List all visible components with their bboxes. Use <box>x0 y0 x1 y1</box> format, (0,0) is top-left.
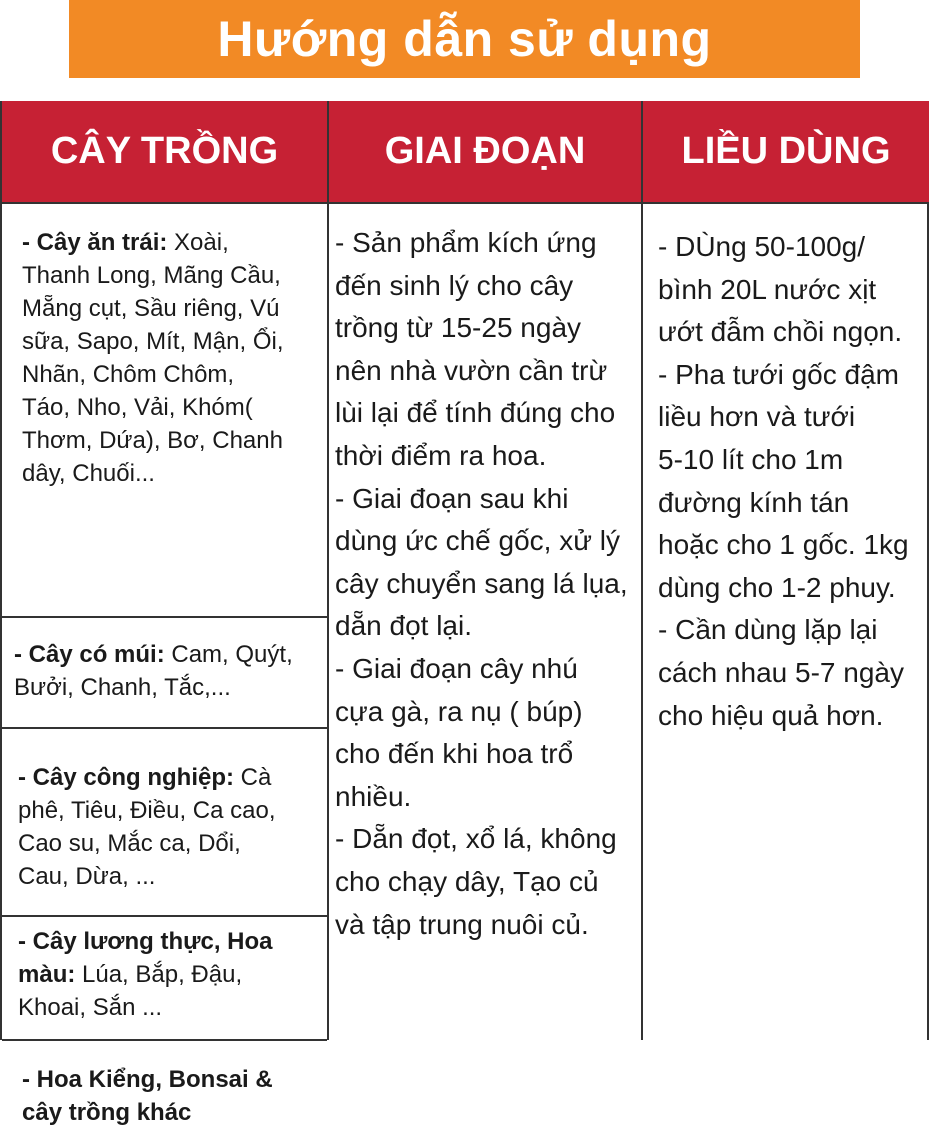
crop-category: màu: <box>18 961 76 988</box>
stage-text: - Dẵn đọt, xổ lá, không <box>335 823 617 855</box>
crop-text: Nhãn, Chôm Chôm, <box>22 361 235 388</box>
stage-text: và tập trung nuôi củ. <box>335 908 589 940</box>
column-divider <box>327 101 329 1040</box>
crop-cell-industrial <box>2 729 327 917</box>
crop-cell-fruit <box>2 204 327 618</box>
crop-text: Cao su, Mắc ca, Dổi, <box>18 830 241 857</box>
title-banner <box>69 0 860 78</box>
stage-text: cho chạy dây, Tạo củ <box>335 865 599 897</box>
stage-text: dẵn đọt lại. <box>335 610 472 642</box>
header-crops: CÂY TRỒNG <box>2 101 327 202</box>
crop-category: cây trồng khác <box>22 1099 192 1126</box>
crop-category: - Cây lương thực, Hoa <box>18 928 273 955</box>
crop-text: Thơm, Dứa), Bơ, Chanh <box>22 427 283 454</box>
stage-text: trồng từ 15-25 ngày <box>335 312 582 344</box>
crop-category: - Hoa Kiểng, Bonsai & <box>22 1066 273 1093</box>
crop-text: Khoai, Sắn ... <box>18 994 163 1021</box>
stage-text: lùi lại để tính đúng cho <box>335 397 616 429</box>
dosage-text: đường kính tán <box>658 486 850 518</box>
stage-column <box>335 204 639 946</box>
dosage-text: - DÙng 50-100g/ <box>658 231 866 262</box>
crop-text: Cam, Quýt, <box>164 641 293 668</box>
dosage-text: - Cần dùng lặp lại <box>658 614 878 646</box>
header-stage: GIAI ĐOẠN <box>329 101 641 202</box>
crop-text: Cà <box>234 764 272 791</box>
crop-cell-citrus <box>2 618 327 729</box>
stage-text: thời điểm ra hoa. <box>335 439 547 471</box>
stage-text: nhiều. <box>335 780 412 812</box>
crop-text: Mẵng cụt, Sầu riêng, Vú <box>22 295 280 322</box>
stage-text: - Sản phẩm kích ứng <box>335 227 597 258</box>
dosage-column <box>658 204 926 737</box>
crop-category: - Cây công nghiệp: <box>18 764 234 791</box>
stage-text: nên nhà vườn cần trừ <box>335 354 608 386</box>
crop-category: - Cây ăn trái: <box>22 229 168 256</box>
crop-text: Táo, Nho, Vải, Khóm( <box>22 394 253 421</box>
dosage-text: dùng cho 1-2 phuy. <box>658 571 896 603</box>
crop-text: dây, Chuối... <box>22 460 155 487</box>
stage-text: cựa gà, ra nụ ( búp) <box>335 695 583 727</box>
page-title: Hướng dẫn sử dụng <box>217 11 712 67</box>
usage-table <box>0 101 929 1126</box>
dosage-text: bình 20L nước xịt <box>658 273 877 305</box>
crop-text: Lúa, Bắp, Đậu, <box>75 961 243 988</box>
crop-text: Xoài, <box>167 229 229 256</box>
dosage-text: liều hơn và tưới <box>658 401 856 433</box>
dosage-text: cách nhau 5-7 ngày <box>658 656 904 688</box>
stage-text: - Giai đoạn sau khi <box>335 482 569 514</box>
crop-text: Bưởi, Chanh, Tắc,... <box>14 674 231 701</box>
dosage-text: cho hiệu quả hơn. <box>658 699 884 731</box>
dosage-text: ướt đẫm chồi ngọn. <box>658 316 903 348</box>
crop-text: phê, Tiêu, Điều, Ca cao, <box>18 797 276 824</box>
stage-text: cho đến khi hoa trổ <box>335 738 574 770</box>
stage-text: dùng ức chế gốc, xử lý <box>335 525 620 557</box>
stage-text: đến sinh lý cho cây <box>335 269 574 301</box>
dosage-text: - Pha tưới gốc đậm <box>658 358 899 390</box>
dosage-text: hoặc cho 1 gốc. 1kg <box>658 529 909 561</box>
crop-text: sữa, Sapo, Mít, Mận, Ổi, <box>22 328 284 355</box>
crop-text: Thanh Long, Mãng Cầu, <box>22 262 281 289</box>
header-dosage: LIỀU DÙNG <box>643 101 929 202</box>
crop-category: - Cây có múi: <box>14 641 165 668</box>
stage-text: cây chuyển sang lá lụa, <box>335 567 628 599</box>
crop-text: Cau, Dừa, ... <box>18 863 156 890</box>
crop-cell-food <box>2 917 327 1041</box>
dosage-text: 5-10 lít cho 1m <box>658 443 844 475</box>
stage-text: - Giai đoạn cây nhú <box>335 652 578 684</box>
column-divider <box>641 101 643 1040</box>
crop-cell-ornamental <box>2 1041 327 1140</box>
